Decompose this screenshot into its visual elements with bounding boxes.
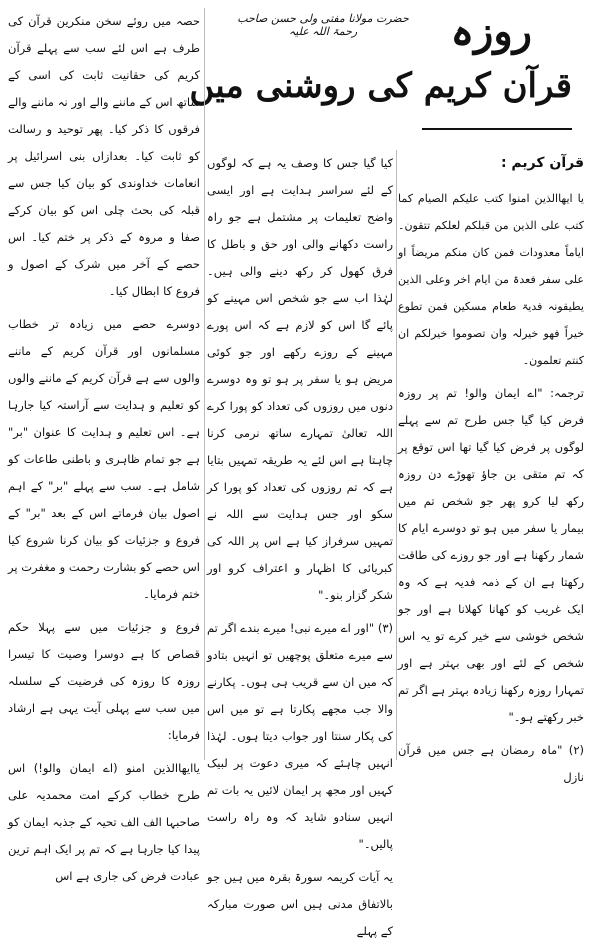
column-divider (204, 8, 205, 760)
paragraph: یاایھاالذین امنو (اے ایمان والو!) اس طرح خطاب کرکے امت محمدیہ علی صاحبہا الف الف تحیہ کے جذبہ ایمان کو پیدا کیا جارہا ہے کہ تم پر ایک اہم ترین عبادت فرض کی جاری ہے اس (8, 761, 200, 883)
paragraph: (۳) "اور اے میرے نبی! میرے بندے اگر تم سے میرے متعلق پوچھیں تو انہیں بتادو کہ میں ان سے قریب ہی ہوں۔ پکارنے والا جب مجھے پکارتا ہے تو میں اس کی پکار سنتا اور جواب دیتا ہوں۔ لہٰذا انہیں چاہئے کہ میری دعوت پر لبیک کہیں اور مجھ پر ایمان لائیں یہ بات تم انہیں سنادو شاید کہ وہ راہ راست پالیں۔" (207, 621, 393, 851)
paragraph: دوسرے حصے میں زیادہ تر خطاب مسلمانوں اور قرآن کریم کے ماننے والوں سے ہے قرآن کریم کے ماننے والوں کو تعلیم و ہدایت سے آراستہ کیا جارہا ہے۔ اس تعلیم و ہدایت کا عنوان "بر" ہے جو تمام ظاہری و باطنی طاعات کو شامل ہے۔ سب سے پہلے "بر" کے اہم اصول بیان فرماتے اس کے بعد "بر" کے فروع و جزئیات کو بیان کرنا شروع کیا اس حصے کو بشارت رحمت و مغفرت پر ختم فرمایا۔ (8, 317, 200, 601)
left-column (8, 8, 200, 896)
middle-column (207, 150, 393, 951)
right-column (398, 150, 584, 797)
verse-translation: ترجمہ: "اے ایمان والو! تم پر روزہ فرض کیا گیا جس طرح تم سے پہلے لوگوں پر فرض کیا گیا تھا اس توقع پر کہ تم متقی بن جاؤ تھوڑے دن روزہ رکھ لیا کرو پھر جو شخص تم میں بیمار یا سفر میں ہو تو دوسرے ایام کا شمار رکھنا ہے اور جو روزے کی طاقت رکھتا ہے ان کے ذمہ فدیہ ہے کہ وہ ایک غریب کو کھانا کھلانا ہے اور جو شخص خوشی سے خیر کرے تو یہ اس شخص کے لئے اور بھی بہتر ہے اور تمہارا روزہ رکھنا زیادہ بہتر ہے اگر تم خبر رکھتے ہو۔" (398, 386, 584, 724)
title-line-1: روزہ (450, 8, 532, 55)
title-line-2: قرآن کریم کی روشنی میں (189, 66, 572, 106)
column-divider (396, 150, 397, 760)
author-byline: حضرت مولانا مفتی ولی حسن صاحب رحمۃ اللہ علیہ (237, 12, 409, 38)
section-heading: قرآن کریم : (500, 155, 584, 171)
paragraph: فروع و جزئیات میں سے پہلا حکم قصاص کا ہے دوسرا وصیت کا تیسرا روزہ کا روزہ کی فرضیت کے سلسلہ میں سب سے پہلی آیت یہی ہے ارشاد فرمایا: (8, 620, 200, 742)
paragraph: کیا گیا جس کا وصف یہ ہے کہ لوگوں کے لئے سراسر ہدایت ہے اور ایسی واضح تعلیمات پر مشتمل ہے جو راہ راست دکھانے والی اور حق و باطل کا فرق کھول کر رکھ دینے والی ہیں۔ لہٰذا اب سے جو شخص اس مہینے کو پائے گا اس کو لازم ہے کہ اس پورے مہینے کے روزے رکھے اور جو کوئی مریض ہو یا سفر پر ہو تو وہ دوسرے دنوں میں روزوں کی تعداد کو پورا کرے اللہ تعالیٰ تمہارے ساتھ نرمی کرنا چاہتا ہے اس لئے یہ طریقہ تمہیں بتایا ہے کہ تم روزوں کی تعداد کو پورا کر سکو اور جس ہدایت سے اللہ نے تمہیں سرفراز کیا ہے اس پر اللہ کی کبریائی کا اظہار و اعتراف کرو اور شکر گزار بنو۔" (207, 156, 393, 602)
arabic-verse: یا ایھاالذین امنوا کتب علیکم الصیام کما کتب علی الذین من قبلکم لعلکم تتقون۔ ایاماً معدودات فمن کان منکم مریضاً او علی سفر فعدۃ من ایام اخر وعلی الذین یطیقونہ فدیۃ طعام مسکین فمن تطوع خیراً فھو خیرلہ وان تصوموا خیرلکم ان کنتم تعلمون۔ (398, 192, 584, 367)
title-underline (422, 128, 572, 130)
paragraph: حصہ میں روئے سخن منکرین قرآن کی طرف ہے اس لئے سب سے پہلے قرآن کریم کی حقانیت ثابت کی اسی کے ساتھ اس کے ماننے والے اور نہ ماننے والے فرقوں کا ذکر کیا۔ پھر توحید و رسالت کو ثابت کیا۔ بعدازاں بنی اسرائیل پر انعامات خداوندی کو بیان کیا جس سے قبلہ کی بحث چلی اس کو بیان کرکے صفا و مروہ کے ذکر پر ختم کیا۔ اس حصے کے آخر میں شرک کے اصول و فروع کا ابطال کیا۔ (8, 14, 200, 298)
paragraph: یہ آیات کریمہ سورۃ بقرہ میں ہیں جو بالاتفاق مدنی ہیں اس صورت مبارکہ کے پہلے (207, 870, 393, 938)
verse-2-start: (۲) "ماہ رمضان ہے جس میں قرآن نازل (398, 743, 584, 784)
